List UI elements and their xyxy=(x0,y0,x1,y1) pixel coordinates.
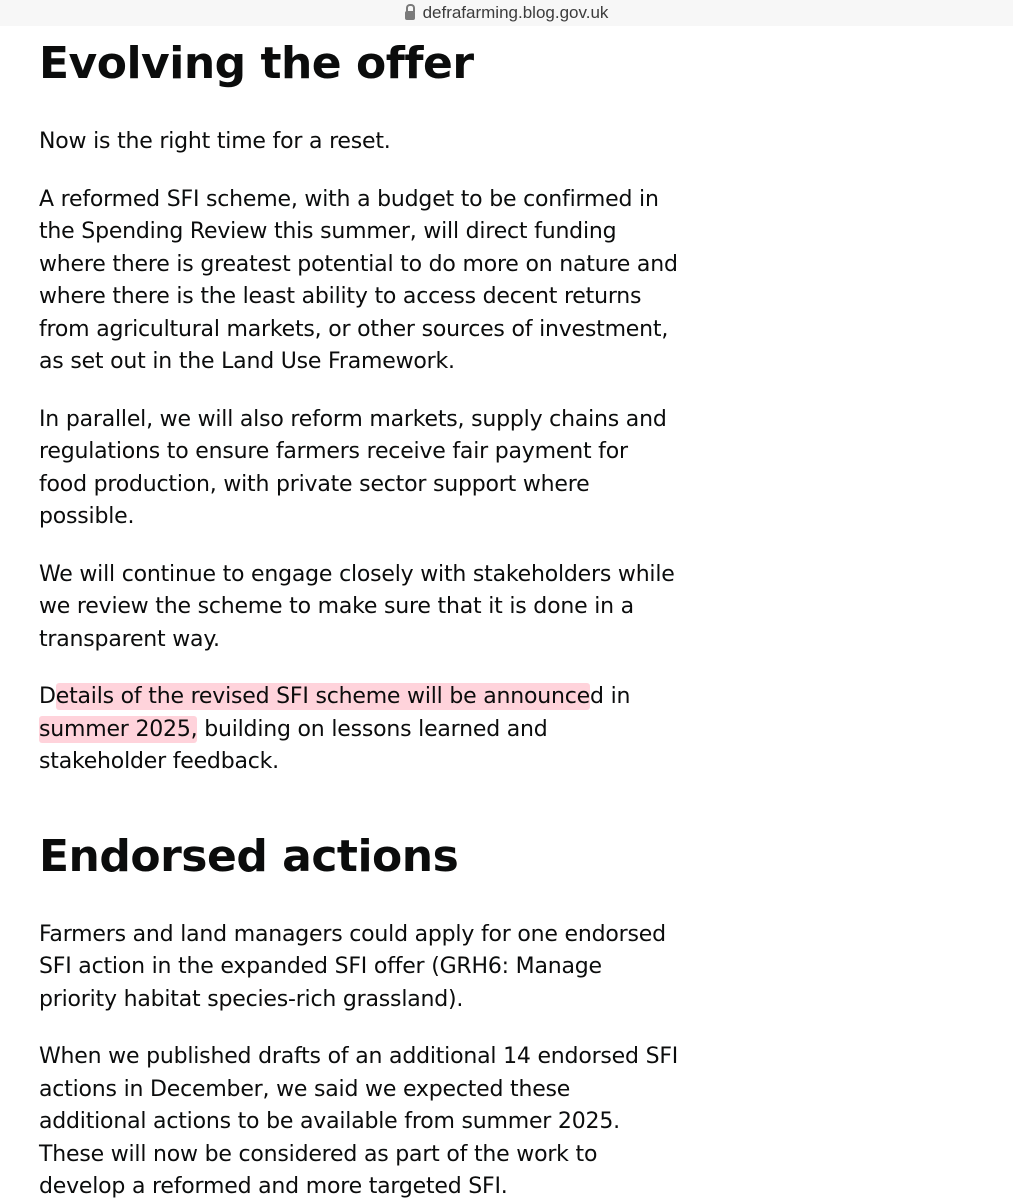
paragraph: A reformed SFI scheme, with a budget to be confirmed in the Spending Review this summer, will direct funding where there is greatest potential to do more on nature and where there is the least ability to access decent returns from agricultural markets, or other sources of investment, as set out in the Land Use Framework. xyxy=(39,186,678,374)
paragraph: Now is the right time for a reset. xyxy=(39,129,391,154)
heading-evolving-the-offer: Evolving the offer xyxy=(39,38,474,89)
article-content xyxy=(39,36,679,1204)
address-bar[interactable] xyxy=(0,0,1013,26)
highlight-mark: etails of the revised SFI scheme will be announce xyxy=(55,684,591,709)
paragraph: When we published drafts of an additional 14 endorsed SFI actions in December, we said we expected these additional actions to be available from summer 2025. These will now be considered as part of the work to develop a reformed and more targeted SFI. xyxy=(39,1044,679,1199)
text-span: d in xyxy=(590,684,631,709)
paragraph: In parallel, we will also reform markets, supply chains and regulations to ensure farmers receive fair payment for food production, with private sector support where possible. xyxy=(39,406,667,529)
paragraph: We will continue to engage closely with stakeholders while we review the scheme to make sure that it is done in a transparent way. xyxy=(39,561,675,652)
highlighted-paragraph xyxy=(39,681,679,779)
lock-icon xyxy=(405,11,415,20)
heading-endorsed-actions: Endorsed actions xyxy=(39,830,459,882)
text-span: D xyxy=(39,684,56,709)
text-span: building on lessons learned and stakeholder feedback. xyxy=(39,716,548,774)
url-text[interactable]: defrafarming.blog.gov.uk xyxy=(422,3,609,22)
highlight-mark: summer 2025, xyxy=(39,716,198,742)
paragraph: Farmers and land managers could apply for one endorsed SFI action in the expanded SFI offer (GRH6: Manage priority habitat species-rich grassland). xyxy=(39,921,666,1012)
